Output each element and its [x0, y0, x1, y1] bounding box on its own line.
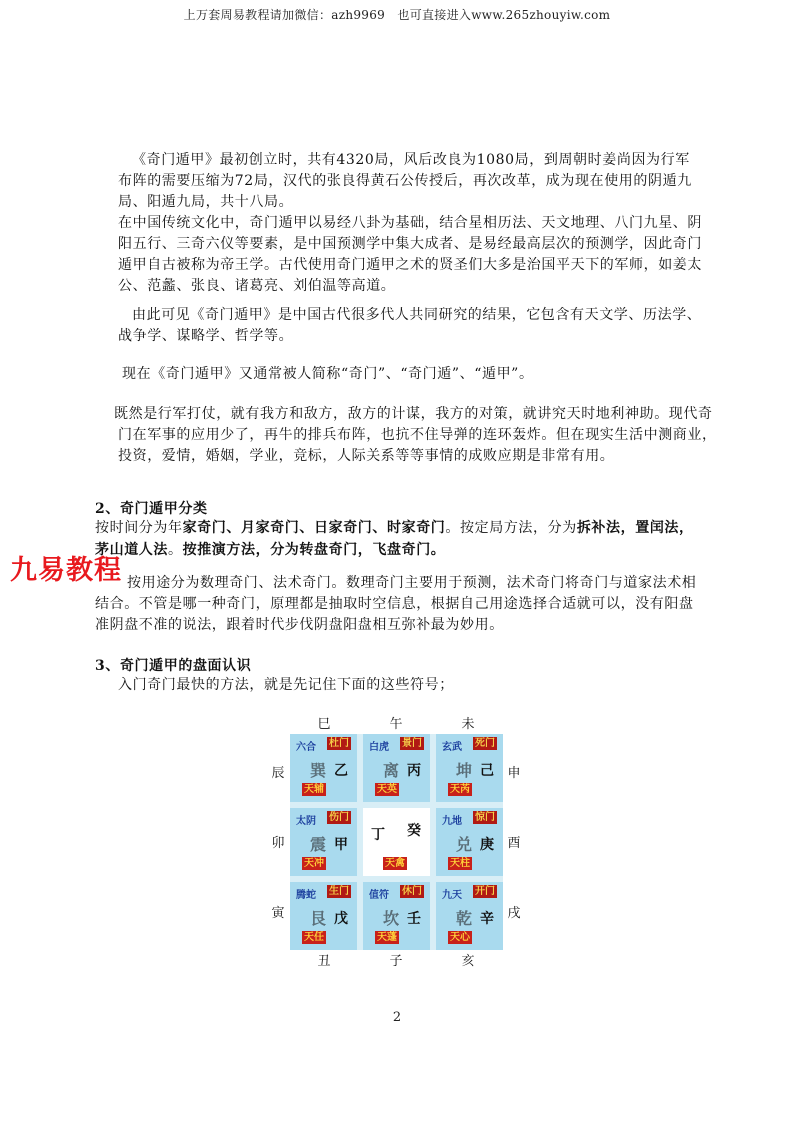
palace-god: 九地 [442, 816, 462, 827]
paragraph-abbreviation: 现在《奇门遁甲》又通常被人简称“奇门”、“奇门遁”、“遁甲”。 [122, 366, 534, 382]
palace-star: 天蓬 [377, 932, 397, 943]
palace-door: 开门 [475, 886, 495, 897]
paragraph-culture-text: 在中国传统文化中，奇门遁甲以易经八卦为基础，结合星相历法、天文地理、八门九星、阴阳五行、三奇六仪等要素，是中国预测学中集大成者、是易经最高层次的预测学，因此奇门遁甲自古被称为帝王学。古代使用奇门遁甲之术的贤圣们大多是治国平天下的军师，如姜太公、范蠡、张良、诸葛亮、刘伯温等高道。 [118, 215, 702, 294]
palace-door: 杜门 [329, 738, 349, 749]
center-stem-1: 丁 [371, 827, 385, 843]
branch-bottom-2: 子 [389, 954, 403, 969]
page-number: 2 [392, 1010, 402, 1025]
palace-stem: 乙 [334, 763, 348, 779]
branch-bottom-1: 丑 [317, 954, 331, 969]
branch-top-2: 午 [389, 717, 403, 732]
palace-gen [290, 882, 357, 950]
branch-bottom-3: 亥 [461, 954, 475, 969]
palace-trigram: 震 [310, 835, 327, 854]
palace-stem: 戊 [334, 911, 348, 927]
palace-trigram: 离 [383, 761, 400, 780]
palace-stem: 壬 [407, 911, 421, 927]
branch-right-1: 申 [507, 766, 521, 781]
palace-qian [436, 882, 503, 950]
palace-god: 白虎 [369, 742, 389, 753]
palace-stem: 庚 [480, 837, 494, 853]
paragraph-culture [118, 213, 703, 297]
palace-trigram: 艮 [310, 909, 327, 928]
palace-star: 天任 [304, 932, 324, 943]
palace-kan [363, 882, 430, 950]
section2-classification [95, 517, 705, 561]
palace-trigram: 巽 [310, 761, 327, 780]
watermark-logo: 九易教程 [10, 555, 122, 586]
palace-door: 伤门 [329, 812, 349, 823]
palace-god: 太阴 [296, 816, 316, 827]
palace-god: 值符 [369, 890, 389, 901]
palace-door: 景门 [402, 738, 422, 749]
center-stem-2: 癸 [407, 823, 421, 839]
branch-right-2: 酉 [507, 836, 521, 851]
palace-trigram: 兑 [456, 835, 473, 854]
palace-center [363, 808, 430, 876]
palace-trigram: 坎 [383, 909, 400, 928]
classification-prefix: 按时间分为年 [95, 520, 183, 536]
palace-trigram: 坤 [456, 761, 473, 780]
classification-method-types: 拆补法，置闰法，茅山道人法 [95, 520, 694, 558]
palace-trigram: 乾 [456, 909, 473, 928]
page-header: 上万套周易教程请加微信：azh9969 也可直接进入www.265zhouyiw.com [183, 8, 611, 22]
branch-top-3: 未 [461, 717, 475, 732]
palace-door: 生门 [329, 886, 349, 897]
palace-star: 天芮 [450, 784, 470, 795]
section3-intro: 入门奇门最快的方法，就是先记住下面的这些符号； [118, 677, 454, 693]
palace-stem: 甲 [334, 837, 348, 853]
section2-heading: 2、奇门遁甲分类 [95, 501, 208, 517]
classification-mid: 。按定局方法，分为 [445, 520, 577, 536]
palace-xun [290, 734, 357, 802]
palace-stem: 丙 [407, 763, 421, 779]
section2-usage: 按用途分为数理奇门、法术奇门。数理奇门主要用于预测，法术奇门将奇门与道家法术相结合。不管是哪一种奇门，原理都是抽取时空信息，根据自己用途选择合适就可以，没有阳盘准阴盘不准的说法，跟着时代步伐阴盘阳盘相互弥补最为妙用。 [95, 575, 697, 633]
palace-star: 天冲 [304, 858, 324, 869]
palace-door: 休门 [402, 886, 422, 897]
section3-heading: 3、奇门遁甲的盘面认识 [95, 658, 252, 674]
classification-deduction-types: 按推演方法，分为转盘奇门，飞盘奇门。 [182, 542, 446, 558]
branch-left-3: 寅 [271, 906, 285, 921]
palace-star: 天辅 [304, 784, 324, 795]
qimen-chart [262, 708, 532, 973]
palace-god: 腾蛇 [296, 890, 316, 901]
palace-grid [290, 734, 503, 950]
palace-dui [436, 808, 503, 876]
paragraph-application: 既然是行军打仗，就有我方和敌方，敌方的计谋，我方的对策，就讲究天时地利神助。现代奇门在军事的应用少了，再牛的排兵布阵，也抗不住导弹的连环轰炸。但在现实生活中测商业，投资，爱情，婚姻，学业，竞标，人际关系等等事情的成败应期是非常有用。 [114, 406, 717, 464]
palace-door: 死门 [475, 738, 495, 749]
palace-god: 九天 [442, 890, 462, 901]
classification-time-types: 家奇门、月家奇门、日家奇门、时家奇门 [182, 520, 446, 536]
palace-star: 天心 [450, 932, 470, 943]
palace-stem: 己 [480, 763, 494, 779]
palace-star: 天英 [377, 784, 397, 795]
center-star: 天禽 [385, 858, 405, 869]
paragraph-history: 《奇门遁甲》最初创立时，共有4320局，风后改良为1080局，到周朝时姜尚因为行军布阵的需要压缩为72局，汉代的张良得黄石公传授后，再次改革，成为现在使用的阴遁九局、阳遁九局，共十八局。 [118, 152, 692, 210]
palace-star: 天柱 [450, 858, 470, 869]
palace-zhen [290, 808, 357, 876]
paragraph-conclusion: 由此可见《奇门遁甲》是中国古代很多代人共同研究的结果，它包含有天文学、历法学、战争学、谋略学、哲学等。 [118, 307, 702, 344]
palace-door: 惊门 [475, 812, 495, 823]
branch-left-2: 卯 [271, 836, 285, 851]
palace-god: 玄武 [442, 742, 462, 753]
branch-left-1: 辰 [271, 766, 285, 781]
classification-mid2: 。 [168, 542, 183, 558]
palace-kun [436, 734, 503, 802]
branch-top-1: 巳 [317, 717, 331, 732]
palace-stem: 辛 [480, 911, 494, 927]
palace-god: 六合 [296, 742, 316, 753]
palace-li [363, 734, 430, 802]
branch-right-3: 戌 [507, 906, 521, 921]
